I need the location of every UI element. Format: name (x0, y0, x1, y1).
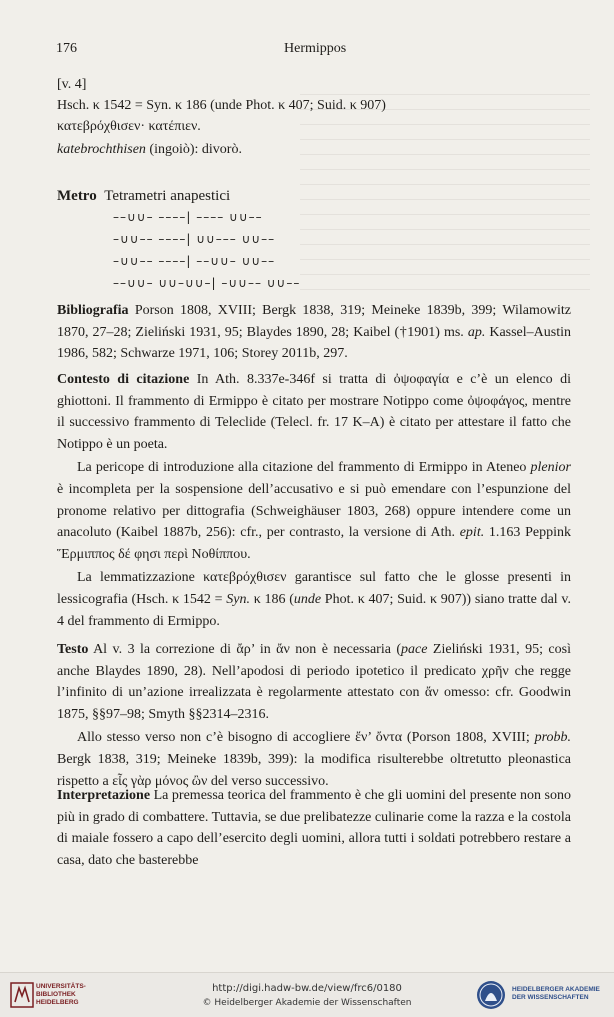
lexicon-sources (57, 95, 386, 116)
testo-paragraph-1: Al v. 3 la correzione di ἄρ’ in ἄν non è necessaria ( (88, 642, 402, 657)
meter-line-4: ––∪∪– ∪∪–∪∪–| –∪∪–– ∪∪–– (113, 276, 301, 290)
testo-label: Testo (57, 642, 89, 657)
bibliografia-label: Bibliografia (57, 303, 129, 318)
academy-name: HEIDELBERGER AKADEMIE DER WISSENSCHAFTEN (512, 986, 600, 1001)
bibliografia-ap: ap. (467, 324, 486, 340)
testo-paragraph-2b: Bergk 1838, 319; Meineke 1839b, 399): la modifica risulterebbe oltretutto pleonastica rispetto a εἷς γὰρ μόνος ὢν del verso successivo. (57, 751, 571, 789)
testo-probb: probb. (534, 730, 571, 746)
contesto-paragraph-2: La pericope di introduzione alla citazione del frammento di Ermippo in Ateneo (77, 460, 531, 476)
metro-heading (57, 186, 230, 207)
meter-line-2: –∪∪–– ––––| ∪∪––– ∪∪–– (113, 232, 276, 246)
contesto-paragraph-3: La lemmatizzazione κατεβρόχθισεν garantisce sul fatto che le glosse presenti in lessicografia (Hsch. κ 1542 = (57, 570, 571, 607)
contesto-label: Contesto di citazione (57, 372, 190, 387)
testo-pace: pace (401, 642, 428, 657)
meter-line-1: ––∪∪– ––––| –––– ∪∪–– (113, 210, 263, 224)
copyright-notice: © Heidelberger Akademie der Wissenschaften (202, 998, 412, 1008)
sources-text: Hsch. κ 1542 = Syn. κ 186 (unde Phot. κ 407; Suid. κ 907) (57, 98, 386, 113)
bibliografia-section (57, 300, 571, 365)
academy-seal-logo[interactable] (475, 979, 507, 1011)
contesto-paragraph-1: In Ath. 8.337e-346f si tratta di ὀψοφαγία e c’è un elenco di ghiottoni. Il frammento di Ermippo è citato per mostrare Notippo come ὀψοφάγος, mentre il successivo frammento di Teleclide (Telecl. fr. 17 K–A) è citato per attestare il fatto che Notippo è un poeta. (57, 372, 571, 452)
contesto-paragraph-2b: è incompleta per la sospensione dell’accusativo e si può emendare con l’espunzione del pronome relativo per dittografia (Schweighäuser 1803, 268) oppure intendere come un anacoluto (Kaibel 1887b, 256): cfr., per contrasto, la versione di Ath. (57, 481, 571, 541)
interpretazione-text: La premessa teorica del frammento è che gli uomini del presente non sono più in grado di combattere. Tuttavia, se due prelibatezze culinarie come la razza e la costola di maiale fossero a capo dell’esercito degli uomini, allora tutti i soldati potrebbero restare a casa, dato che basterebbe (57, 788, 571, 868)
contesto-epit: epit. (459, 525, 485, 541)
permalink[interactable]: http://digi.hadw-bw.de/view/frc6/0180 (212, 983, 402, 994)
contesto-paragraph-3c: Phot. κ 407; Suid. κ 907)) siano tratte dal v. 4 del frammento di Ermippo. (57, 591, 571, 629)
testo-paragraph-1b: Zieliński 1931, 95; così anche Blaydes 1890, 28). Nell’apodosi di periodo ipotetico il predicato χρῆν che regge l’infinito di un’azione irrealizzata è regolarmente attestato con ἄν omesso: cfr. Goodwin 1875, §§97–98; Smyth §§2314–2316. (57, 642, 571, 722)
interpretazione-label: Interpretazione (57, 788, 151, 803)
contesto-paragraph-2c: 1.163 Peppink Ἕρμιππος δέ φησι περὶ Νοθίππου. (57, 525, 572, 562)
translation (57, 139, 242, 160)
contesto-plenior: plenior (530, 460, 571, 476)
testo-section (57, 639, 571, 792)
interpretazione-section (57, 785, 571, 871)
bibliografia-text-end: Kassel–Austin 1986, 582; Schwarze 1971, 106; Storey 2011b, 297. (57, 324, 571, 362)
contesto-paragraph-3b: κ 186 ( (249, 591, 294, 607)
running-title: Hermippos (284, 41, 347, 56)
contesto-unde: unde (293, 591, 322, 607)
bibliografia-text: Porson 1808, XVIII; Bergk 1838, 319; Meineke 1839b, 399; Wilamowitz 1870, 27–28; Zieliński 1931, 95; Blaydes 1890, 28; Kaibel (†1901) ms. (57, 303, 571, 340)
contesto-syn: Syn. (226, 591, 250, 607)
verse-reference: [v. 4] (57, 77, 87, 92)
testo-paragraph-2: Allo stesso verso non c’è bisogno di accogliere ἔν’ ὄντα (Porson 1808, XVIII; (77, 730, 535, 746)
contesto-section (57, 369, 571, 632)
transliteration: katebrochthisen (57, 142, 146, 157)
greek-lemma: κατεβρόχθισεν· κατέπιεν. (57, 119, 201, 134)
university-library-name: UNIVERSITÄTS- BIBLIOTHEK HEIDELBERG (36, 983, 86, 1006)
page-number: 176 (56, 41, 77, 56)
meter-line-3: –∪∪–– ––––| ––∪∪– ∪∪–– (113, 254, 276, 268)
metro-label: Metro (57, 188, 97, 204)
viewer-footer (0, 972, 614, 1017)
metro-text: Tetrametri anapestici (104, 188, 231, 204)
translation-rest: (ingoiò): divorò. (145, 142, 242, 157)
